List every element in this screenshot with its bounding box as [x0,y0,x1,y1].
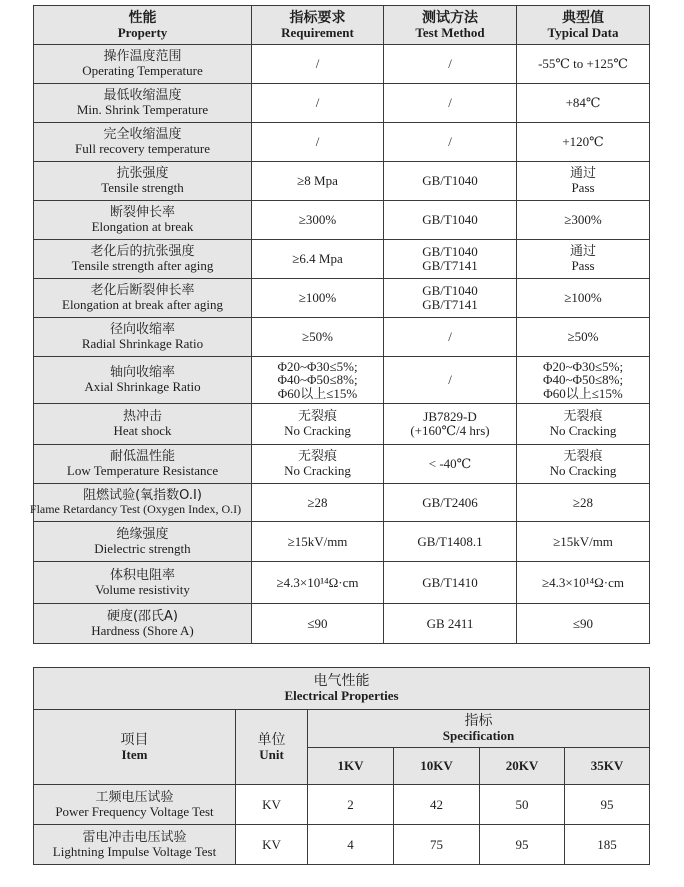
typical-cell: ≥50% [517,318,650,357]
property-label: 轴向收缩率 Axial Shrinkage Ratio [34,357,252,404]
table-row [34,84,650,123]
item-label: 工频电压试验 Power Frequency Voltage Test [34,785,236,825]
method-cell: GB/T1410 [384,562,517,604]
method-cell: GB 2411 [384,604,517,644]
requirement-cell: 无裂痕 No Cracking [252,404,384,445]
electrical-title-row [34,668,650,710]
item-label: 雷电冲击电压试验 Lightning Impulse Voltage Test [34,825,236,865]
typical-cell: ≥28 [517,484,650,522]
electrical-properties-table [33,667,650,865]
value-cell: 4 [308,825,394,865]
header-test-method: 测试方法 Test Method [384,6,517,45]
table-row [34,445,650,484]
column-10kv: 10KV [394,748,480,785]
property-label: 老化后的抗张强度 Tensile strength after aging [34,240,252,279]
electrical-title: 电气性能 Electrical Properties [34,668,650,710]
unit-cell: KV [236,785,308,825]
header-specification: 指标 Specification [308,710,650,748]
requirement-cell: ≥50% [252,318,384,357]
method-cell: GB/T1040 [384,162,517,201]
column-20kv: 20KV [480,748,565,785]
property-label: 阻燃试验(氧指数O.I) Flame Retardancy Test (Oxygen Index, O.I) [34,484,252,522]
typical-cell: -55℃ to +125℃ [517,45,650,84]
requirement-cell: ≥4.3×10¹⁴Ω·cm [252,562,384,604]
method-cell: JB7829-D (+160℃/4 hrs) [384,404,517,445]
requirement-cell: ≥300% [252,201,384,240]
method-cell: < -40℃ [384,445,517,484]
value-cell: 75 [394,825,480,865]
property-label: 绝缘强度 Dielectric strength [34,522,252,562]
typical-cell: ≤90 [517,604,650,644]
typical-cell: 通过 Pass [517,240,650,279]
typical-cell: ≥100% [517,279,650,318]
table-row [34,604,650,644]
requirement-cell: ≥8 Mpa [252,162,384,201]
method-cell: / [384,318,517,357]
method-cell: / [384,357,517,404]
table-row [34,562,650,604]
requirement-cell: ≥15kV/mm [252,522,384,562]
typical-cell: +120℃ [517,123,650,162]
property-label: 耐低温性能 Low Temperature Resistance [34,445,252,484]
unit-cell: KV [236,825,308,865]
requirement-cell: ≤90 [252,604,384,644]
value-cell: 2 [308,785,394,825]
method-cell: / [384,45,517,84]
table-row [34,123,650,162]
property-label: 断裂伸长率 Elongation at break [34,201,252,240]
header-item: 项目 Item [34,710,236,785]
property-label: 操作温度范围 Operating Temperature [34,45,252,84]
properties-header-row [34,6,650,45]
requirement-cell: / [252,123,384,162]
requirement-cell: ≥6.4 Mpa [252,240,384,279]
typical-cell: Φ20~Φ30≤5%; Φ40~Φ50≤8%; Φ60以上≤15% [517,357,650,404]
table-row [34,404,650,445]
property-label: 热冲击 Heat shock [34,404,252,445]
header-requirement: 指标要求 Requirement [252,6,384,45]
method-cell: GB/T1040 GB/T7141 [384,240,517,279]
table-row [34,162,650,201]
requirement-cell: 无裂痕 No Cracking [252,445,384,484]
table-row [34,785,650,825]
properties-table [29,5,650,644]
property-label: 体积电阻率 Volume resistivity [34,562,252,604]
typical-cell: 无裂痕 No Cracking [517,404,650,445]
table-row [34,45,650,84]
method-cell: / [384,84,517,123]
requirement-cell: / [252,84,384,123]
method-cell: / [384,123,517,162]
electrical-header-row [34,710,650,748]
method-cell: GB/T1408.1 [384,522,517,562]
typical-cell: 无裂痕 No Cracking [517,445,650,484]
requirement-cell: ≥28 [252,484,384,522]
table-row [34,318,650,357]
property-label: 硬度(邵氏A) Hardness (Shore A) [34,604,252,644]
header-unit: 单位 Unit [236,710,308,785]
table-row [34,201,650,240]
typical-cell: ≥15kV/mm [517,522,650,562]
table-row [34,357,650,404]
table-row [34,825,650,865]
property-label: 最低收缩温度 Min. Shrink Temperature [34,84,252,123]
method-cell: GB/T2406 [384,484,517,522]
header-property: 性能 Property [34,6,252,45]
property-label: 抗张强度 Tensile strength [34,162,252,201]
value-cell: 95 [480,825,565,865]
value-cell: 185 [565,825,650,865]
table-row [34,279,650,318]
header-typical-data: 典型值 Typical Data [517,6,650,45]
typical-cell: ≥300% [517,201,650,240]
table-row [34,240,650,279]
property-label: 径向收缩率 Radial Shrinkage Ratio [34,318,252,357]
property-label: 完全收缩温度 Full recovery temperature [34,123,252,162]
column-35kv: 35KV [565,748,650,785]
value-cell: 95 [565,785,650,825]
typical-cell: 通过 Pass [517,162,650,201]
requirement-cell: ≥100% [252,279,384,318]
value-cell: 42 [394,785,480,825]
method-cell: GB/T1040 GB/T7141 [384,279,517,318]
requirement-cell: / [252,45,384,84]
column-1kv: 1KV [308,748,394,785]
value-cell: 50 [480,785,565,825]
table-row [34,522,650,562]
property-label: 老化后断裂伸长率 Elongation at break after aging [34,279,252,318]
table-row [34,484,650,522]
typical-cell: +84℃ [517,84,650,123]
typical-cell: ≥4.3×10¹⁴Ω·cm [517,562,650,604]
requirement-cell: Φ20~Φ30≤5%; Φ40~Φ50≤8%; Φ60以上≤15% [252,357,384,404]
method-cell: GB/T1040 [384,201,517,240]
